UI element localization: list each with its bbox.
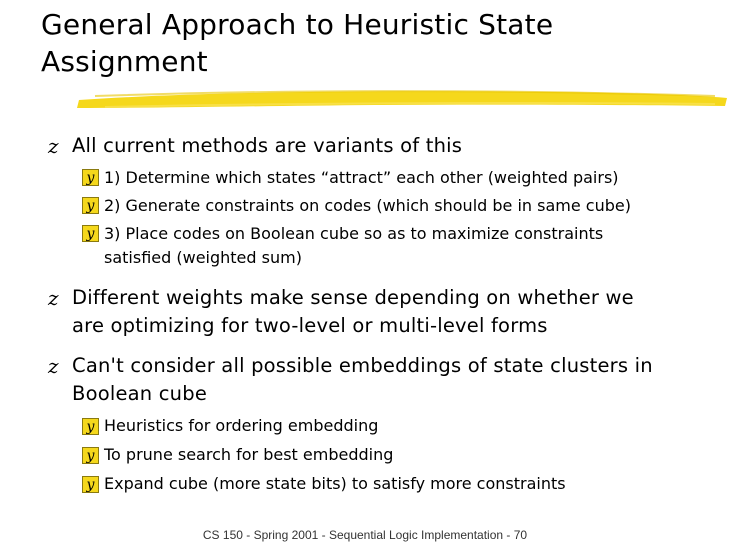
sub-bullet-3-3: Expand cube (more state bits) to satisfy more constraints — [104, 474, 566, 493]
sub-bullet-marker-icon: y — [82, 197, 99, 214]
bullet-3-line-2: Boolean cube — [72, 382, 208, 405]
bullet-3-line-1: Can't consider all possible embeddings of state clusters in — [72, 354, 653, 377]
bullet-marker-icon: z — [48, 354, 59, 378]
bullet-1-text: All current methods are variants of this — [72, 134, 463, 157]
sub-bullet-3-2: To prune search for best embedding — [104, 445, 394, 464]
sub-bullet-1-1: 1) Determine which states “attract” each other (weighted pairs) — [104, 168, 619, 187]
slide-footer: CS 150 - Spring 2001 - Sequential Logic Implementation - 70 — [202, 528, 528, 542]
sub-bullet-3-1: Heuristics for ordering embedding — [104, 416, 379, 435]
bullet-marker-icon: z — [48, 286, 59, 310]
sub-bullet-1-3: 3) Place codes on Boolean cube so as to maximize constraints — [104, 224, 604, 243]
sub-bullet-marker-icon: y — [82, 225, 99, 242]
sub-bullet-marker-icon: y — [82, 476, 99, 493]
sub-bullet-marker-icon: y — [82, 418, 99, 435]
bullet-2-line-2: are optimizing for two-level or multi-level forms — [72, 314, 548, 337]
sub-bullet-marker-icon: y — [82, 447, 99, 464]
sub-bullet-1-2: 2) Generate constraints on codes (which should be in same cube) — [104, 196, 631, 215]
title-underline-brush — [75, 86, 730, 114]
slide-title — [41, 6, 701, 80]
bullet-2-line-1: Different weights make sense depending on whether we — [72, 286, 634, 309]
title-line-2: Assignment — [41, 45, 208, 78]
title-line-1: General Approach to Heuristic State — [41, 8, 554, 41]
sub-bullet-1-3-cont: satisfied (weighted sum) — [104, 248, 302, 267]
bullet-marker-icon: z — [48, 134, 59, 158]
sub-bullet-marker-icon: y — [82, 169, 99, 186]
